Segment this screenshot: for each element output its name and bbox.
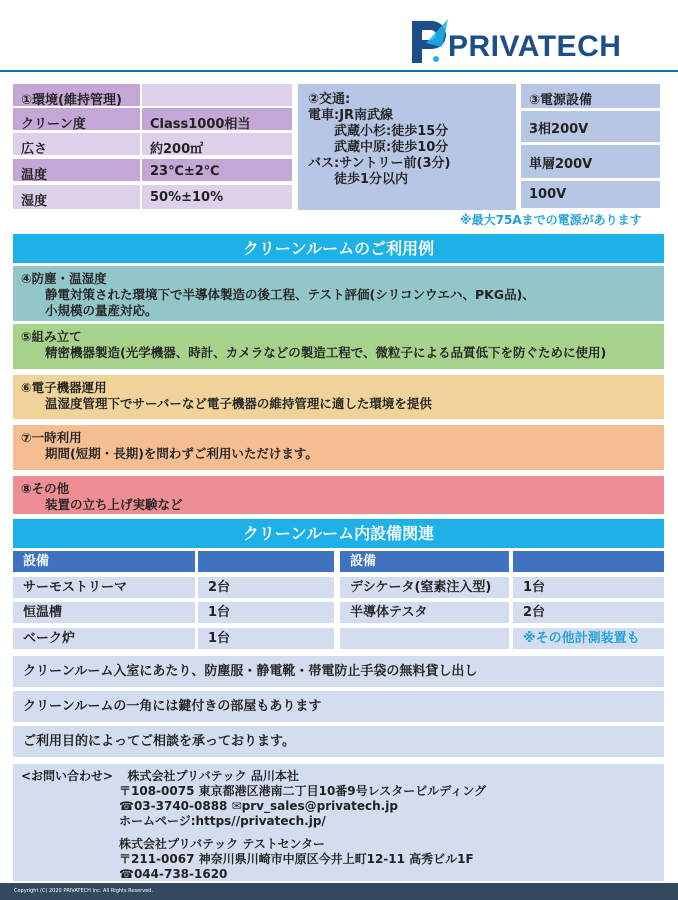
env-value-humidity: 50%±10% — [142, 185, 292, 209]
header-divider — [0, 70, 678, 72]
tc-name: 株式会社プリバテック テストセンター — [119, 837, 326, 851]
service-note: クリーンルームの一角には鍵付きの部屋もあります — [13, 691, 664, 722]
usage-item-temporary — [13, 425, 664, 470]
equipment-header-right: 設備 — [340, 551, 509, 572]
equipment-qty: 1台 — [198, 602, 334, 623]
footer-copyright: Copyright (C) 2020 PRIVATECH Inc. All Rights Reserved. — [0, 883, 678, 900]
equipment-name: サーモストリーマ — [13, 577, 195, 598]
contact-label: <お問い合わせ> — [21, 769, 114, 783]
equipment-name: ベーク炉 — [13, 628, 195, 649]
usage-section-title: クリーンルームのご利用例 — [13, 234, 664, 263]
contact-box — [13, 764, 664, 881]
transport-line: バス:サントリー前(3分) — [308, 156, 451, 171]
hq-address: 〒108-0075 東京都港区港南二丁目10番9号レスタービルディング — [119, 784, 487, 798]
transport-line: 武蔵小杉:徒歩15分 — [308, 124, 449, 139]
equipment-qty: 2台 — [513, 602, 664, 623]
environment-header: ①環境(維持管理) — [13, 84, 140, 106]
privatech-logo-icon — [408, 17, 452, 65]
equipment-header-right-qty — [513, 551, 664, 572]
env-value-temperature: 23℃±2℃ — [142, 159, 292, 181]
usage-item-assembly — [13, 324, 664, 369]
usage-item-dustproof — [13, 266, 664, 321]
usage-item-desc: 精密機器製造(光学機器、時計、カメラなどの製造工程で、微粒子による品質低下を防ぐために使用) — [45, 345, 607, 360]
hq-name: 株式会社プリバテック 品川本社 — [127, 769, 299, 783]
brand-name: PRIVATECH — [448, 30, 622, 63]
equipment-name: 恒温槽 — [13, 602, 195, 623]
equipment-name: デシケータ(窒素注入型) — [340, 577, 509, 598]
power-item-single: 単層200V — [521, 145, 660, 178]
equipment-empty — [340, 628, 509, 649]
equipment-qty: 1台 — [513, 577, 664, 598]
equipment-header-left-qty — [198, 551, 334, 572]
power-note: ※最大75Aまでの電源があります — [460, 213, 642, 227]
transport-line: 武蔵中原:徒歩10分 — [308, 140, 449, 155]
usage-item-title: ④防塵・温湿度 — [21, 271, 107, 286]
homepage-link[interactable]: ホームページ:https//privatech.jp/ — [119, 814, 326, 828]
usage-item-desc: 装置の立ち上げ実験など — [45, 497, 183, 512]
equipment-name: 半導体テスタ — [340, 602, 509, 623]
transport-line: 徒歩1分以内 — [308, 172, 409, 187]
usage-item-title: ⑥電子機器運用 — [21, 380, 107, 395]
usage-item-desc: 静電対策された環境下で半導体製造の後工程、テスト評価(シリコンウエハ、PKG品)、 — [45, 287, 535, 302]
power-header: ③電源設備 — [521, 84, 660, 108]
usage-item-desc: 期間(短期・長期)を問わずご利用いただけます。 — [45, 446, 318, 461]
env-label-area: 広さ — [13, 133, 140, 155]
transport-line: 電車:JR南武線 — [308, 108, 394, 123]
service-note: ご利用目的によってご相談を承っております。 — [13, 726, 664, 757]
env-value-area: 約200㎡ — [142, 133, 292, 155]
env-value-cleanliness: Class1000相当 — [142, 108, 292, 130]
transport-box — [298, 84, 516, 210]
tc-phone: ☎044-738-1620 — [119, 867, 228, 881]
equipment-note: ※その他計測装置も — [513, 628, 664, 649]
equipment-qty: 1台 — [198, 628, 334, 649]
usage-item-other — [13, 476, 664, 514]
power-item-3phase: 3相200V — [521, 111, 660, 142]
tc-address: 〒211-0067 神奈川県川崎市中原区今井上町12-11 高秀ビル1F — [119, 852, 474, 866]
env-label-cleanliness: クリーン度 — [13, 108, 140, 130]
equipment-qty: 2台 — [198, 577, 334, 598]
power-item-100v: 100V — [521, 181, 660, 208]
env-label-temperature: 温度 — [13, 159, 140, 181]
environment-header-blank — [142, 84, 292, 106]
transport-line: ②交通: — [308, 92, 351, 107]
usage-item-title: ⑧その他 — [21, 481, 70, 496]
equipment-section-title: クリーンルーム内設備関連 — [13, 519, 664, 548]
usage-item-title: ⑤組み立て — [21, 329, 82, 344]
hq-contact[interactable]: ☎03-3740-0888 ✉prv_sales@privatech.jp — [119, 799, 398, 813]
service-note: クリーンルーム入室にあたり、防塵服・静電靴・帯電防止手袋の無料貸し出し — [13, 656, 664, 687]
usage-item-title: ⑦一時利用 — [21, 430, 82, 445]
usage-item-desc: 小規模の量産対応。 — [45, 303, 158, 318]
env-label-humidity: 湿度 — [13, 185, 140, 209]
equipment-header-left: 設備 — [13, 551, 195, 572]
usage-item-desc: 温湿度管理下でサーバーなど電子機器の維持管理に適した環境を提供 — [45, 396, 432, 411]
usage-item-electronics — [13, 375, 664, 419]
